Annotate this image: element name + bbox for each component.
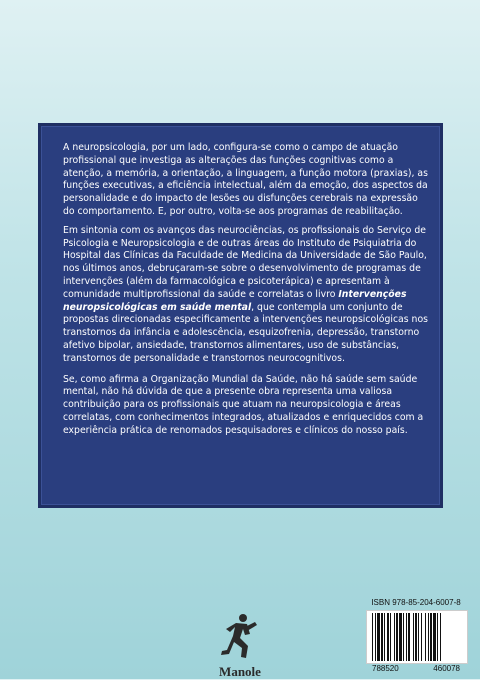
barcode-bars [371, 613, 463, 661]
barcode-block [364, 598, 468, 674]
back-cover-text-panel [38, 123, 443, 508]
barcode-digits-right: 460078 [433, 664, 460, 673]
runner-icon [212, 610, 268, 664]
paragraph-2-end: , que contempla um conjunto de propostas direcionadas especificamente a intervenções neuropsicológicas nos transtornos da infância e adolescência, esquizofrenia, depressão, transtorno afetivo bipolar, ansiedade, transtornos alimentares, uso de substâncias, transtornos de personalidade e transtornos neurocognitivos. [63, 301, 428, 364]
publisher-name: Manole [219, 664, 261, 679]
barcode-image [366, 610, 468, 664]
publisher-logo [212, 610, 268, 678]
book-title: Intervenções neuropsicológicas em saúde mental [63, 288, 407, 313]
paragraph-1: A neuropsicologia, por um lado, configura-se como o campo de atuação profissional que investiga as alterações das funções cognitivas como a atenção, a memória, a orientação, a linguagem, a função motora (praxias), as funções executivas, a eficiência intelectual, além da emoção, dos aspectos da personalidade e do impacto de lesões ou disfunções cerebrais na expressão do comportamento. E, por outro, volta-se aos programas de reabilitação. [63, 142, 428, 217]
isbn-label: ISBN 978-85-204-6007-8 [371, 598, 461, 607]
description-text [63, 142, 428, 444]
barcode-digits [364, 664, 468, 673]
paragraph-2-start: Em sintonia com os avanços das neurociências, os profissionais do Serviço de Psicologia e Neuropsicologia e de outras áreas do Instituto de Psiquiatria do Hospital das Clínicas da Faculdade de Medicina da Universidade de São Paulo, nos últimos anos, debruçaram-se sobre o desenvolvimento de programas de intervenções (além da farmacológica e psicoterápica) e apresentam à comunidade multiprofissional da saúde e correlatas o livro [63, 224, 427, 300]
paragraph-3: Se, como afirma a Organização Mundial da Saúde, não há saúde sem saúde mental, não há dúvida de que a presente obra representa uma valiosa contribuição para os profissionais que atuam na neuropsicologia e áreas correlatas, com conhecimentos integrados, atualizados e enriquecidos com a experiência prática de renomados pesquisadores e clínicos do nosso país. [63, 373, 424, 436]
barcode-digits-left: 788520 [372, 664, 399, 673]
paragraph-2 [63, 225, 428, 366]
